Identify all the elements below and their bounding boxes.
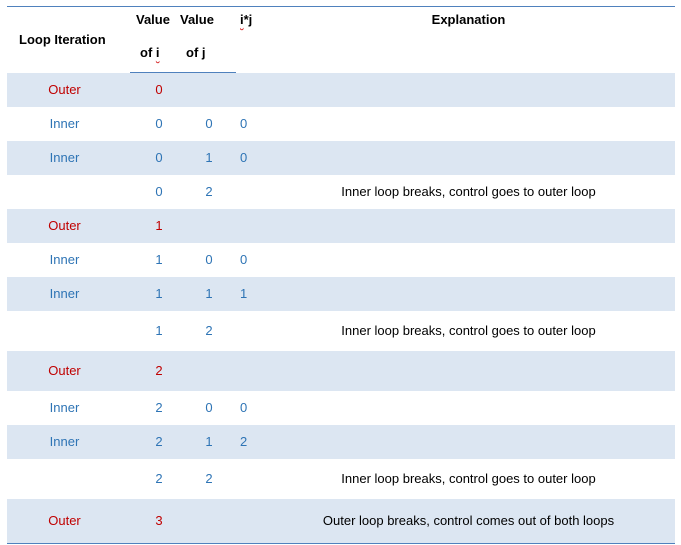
cell-loop-iteration: Outer bbox=[7, 209, 130, 243]
cell-loop-iteration: Inner bbox=[7, 277, 130, 311]
table-row bbox=[7, 141, 675, 175]
header-loop-iteration: Loop Iteration bbox=[7, 7, 130, 73]
cell-value-i: 2 bbox=[155, 471, 163, 486]
cell-explanation: Inner loop breaks, control goes to outer loop bbox=[341, 184, 596, 199]
cell-i-times-j: 0 bbox=[240, 400, 248, 415]
cell-value-i: 0 bbox=[155, 184, 163, 199]
cell-i-times-j: 2 bbox=[236, 425, 262, 459]
cell-value-i: 0 bbox=[130, 73, 178, 107]
cell-loop-iteration bbox=[7, 311, 130, 351]
cell-i-times-j bbox=[236, 175, 262, 209]
table-body bbox=[7, 73, 675, 544]
table-row bbox=[7, 277, 675, 311]
cell-value-j bbox=[178, 499, 236, 544]
cell-value-i: 0 bbox=[130, 141, 178, 175]
loop-iteration-table bbox=[7, 6, 675, 544]
table-row bbox=[7, 209, 675, 243]
cell-value-i: 1 bbox=[130, 277, 178, 311]
cell-loop-iteration: Inner bbox=[7, 141, 130, 175]
cell-value-i: 1 bbox=[130, 209, 178, 243]
cell-value-i: 2 bbox=[130, 425, 178, 459]
cell-i-times-j: 1 bbox=[236, 277, 262, 311]
cell-explanation: Outer loop breaks, control comes out of both loops bbox=[262, 499, 675, 544]
table-row bbox=[7, 425, 675, 459]
cell-explanation bbox=[262, 141, 675, 175]
cell-loop-iteration bbox=[7, 175, 130, 209]
table-row bbox=[7, 311, 675, 351]
cell-explanation bbox=[262, 73, 675, 107]
cell-loop-iteration: Inner bbox=[49, 116, 80, 131]
cell-explanation bbox=[262, 209, 675, 243]
cell-value-j bbox=[178, 73, 236, 107]
cell-value-i: 2 bbox=[130, 351, 178, 391]
cell-i-times-j bbox=[236, 311, 262, 351]
cell-value-j: 2 bbox=[205, 323, 213, 338]
cell-loop-iteration: Outer bbox=[7, 73, 130, 107]
cell-loop-iteration: Outer bbox=[7, 499, 130, 544]
table-row bbox=[7, 243, 675, 277]
table-row bbox=[7, 459, 675, 499]
cell-value-j bbox=[178, 209, 236, 243]
header-value-i-line2 bbox=[130, 33, 178, 73]
cell-value-j: 2 bbox=[205, 184, 213, 199]
cell-value-j: 0 bbox=[205, 116, 213, 131]
header-ij-var: i bbox=[240, 12, 244, 27]
cell-i-times-j bbox=[236, 209, 262, 243]
cell-i-times-j bbox=[236, 73, 262, 107]
header-value-j-line1: Value bbox=[178, 7, 236, 33]
header-value-i-prefix: of bbox=[140, 44, 156, 60]
cell-value-i: 1 bbox=[155, 252, 163, 267]
cell-explanation bbox=[262, 391, 675, 425]
cell-loop-iteration: Inner bbox=[49, 400, 80, 415]
cell-explanation: Inner loop breaks, control goes to outer loop bbox=[341, 471, 596, 486]
header-value-i-line1: Value bbox=[130, 7, 178, 33]
cell-i-times-j: 0 bbox=[240, 252, 248, 267]
header-i-times-j bbox=[236, 7, 262, 73]
table-header bbox=[7, 7, 675, 73]
cell-i-times-j: 0 bbox=[236, 141, 262, 175]
header-value-i-var: i bbox=[155, 44, 160, 60]
table-row bbox=[7, 107, 675, 141]
cell-explanation bbox=[262, 243, 675, 277]
cell-i-times-j bbox=[236, 499, 262, 544]
cell-value-i: 0 bbox=[155, 116, 163, 131]
cell-value-j: 1 bbox=[178, 141, 236, 175]
cell-i-times-j: 0 bbox=[240, 116, 248, 131]
table-row bbox=[7, 73, 675, 107]
cell-explanation bbox=[262, 351, 675, 391]
cell-value-j: 1 bbox=[178, 425, 236, 459]
cell-value-j: 2 bbox=[205, 471, 213, 486]
header-explanation: Explanation bbox=[262, 7, 675, 73]
header-ij-suffix: *j bbox=[243, 12, 253, 27]
cell-explanation bbox=[262, 277, 675, 311]
header-value-j-line2: of j bbox=[178, 33, 236, 73]
table-row bbox=[7, 391, 675, 425]
cell-loop-iteration bbox=[7, 459, 130, 499]
cell-loop-iteration: Inner bbox=[7, 425, 130, 459]
cell-i-times-j bbox=[236, 459, 262, 499]
header-row-top bbox=[7, 7, 675, 33]
table-row bbox=[7, 351, 675, 391]
cell-value-i: 2 bbox=[155, 400, 163, 415]
cell-i-times-j bbox=[236, 351, 262, 391]
cell-explanation: Inner loop breaks, control goes to outer loop bbox=[341, 323, 596, 338]
cell-explanation bbox=[262, 425, 675, 459]
table-row bbox=[7, 499, 675, 544]
cell-value-i: 1 bbox=[155, 323, 163, 338]
cell-value-j: 0 bbox=[205, 400, 213, 415]
cell-loop-iteration: Outer bbox=[7, 351, 130, 391]
cell-value-j: 1 bbox=[178, 277, 236, 311]
cell-value-i: 3 bbox=[130, 499, 178, 544]
cell-value-j: 0 bbox=[205, 252, 213, 267]
cell-loop-iteration: Inner bbox=[49, 252, 80, 267]
cell-explanation bbox=[262, 107, 675, 141]
cell-value-j bbox=[178, 351, 236, 391]
table-row bbox=[7, 175, 675, 209]
